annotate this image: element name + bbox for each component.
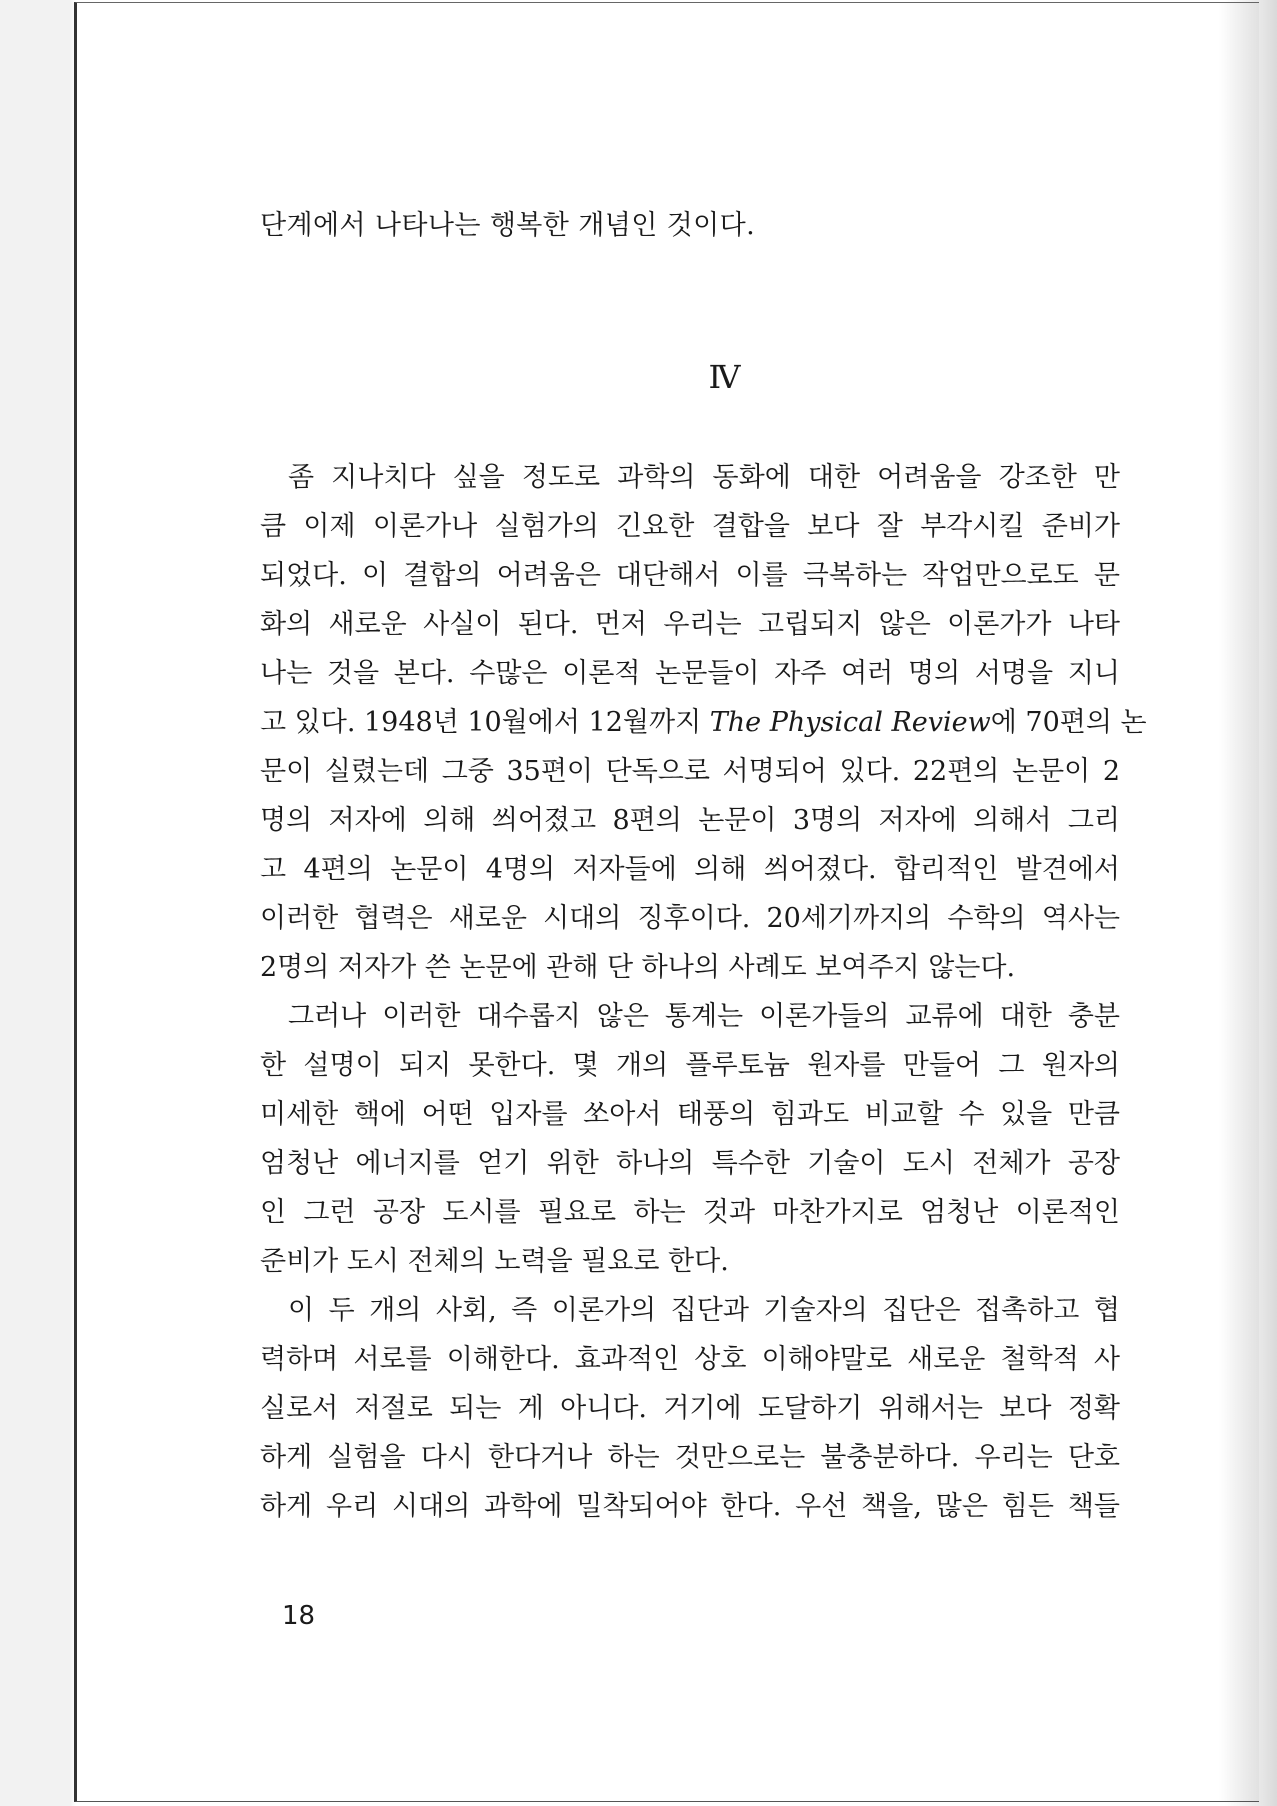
- text-line: 준비가 도시 전체의 노력을 필요로 한다.: [260, 1246, 729, 1277]
- text-line: 2명의 저자가 쓴 논문에 관해 단 하나의 사례도 보여주지 않는다.: [260, 952, 1016, 983]
- text-line: 이 두 개의 사회, 즉 이론가의 집단과 기술자의 집단은 접촉하고 협: [288, 1295, 1120, 1326]
- text-line: 큼 이제 이론가나 실험가의 긴요한 결합을 보다 잘 부각시킬 준비가: [260, 511, 1120, 542]
- continuation-line: 단계에서 나타나는 행복한 개념인 것이다.: [260, 210, 756, 241]
- text-line: 고 4편의 논문이 4명의 저자들에 의해 씌어졌다. 합리적인 발견에서: [260, 854, 1120, 885]
- text-line: 하게 실험을 다시 한다거나 하는 것만으로는 불충분하다. 우리는 단호: [260, 1442, 1120, 1473]
- page-number: 18: [282, 1601, 316, 1631]
- text-line: 문이 실렸는데 그중 35편이 단독으로 서명되어 있다. 22편의 논문이 2: [260, 756, 1120, 787]
- body-text: [260, 453, 1147, 1531]
- text-line: 력하며 서로를 이해한다. 효과적인 상호 이해야말로 새로운 철학적 사: [260, 1344, 1120, 1375]
- text-line: 좀 지나치다 싶을 정도로 과학의 동화에 대한 어려움을 강조한 만: [288, 462, 1120, 493]
- book-page: [74, 2, 1259, 1802]
- text-line: 그러나 이러한 대수롭지 않은 통계는 이론가들의 교류에 대한 충분: [288, 1001, 1120, 1032]
- text-line: 되었다. 이 결합의 어려움은 대단해서 이를 극복하는 작업만으로도 문: [260, 560, 1120, 591]
- section-number: Ⅳ: [708, 358, 741, 396]
- journal-title: The Physical Review: [709, 707, 991, 738]
- text-line: 실로서 저절로 되는 게 아니다. 거기에 도달하기 위해서는 보다 정확: [260, 1393, 1120, 1424]
- text-line: 엄청난 에너지를 얻기 위한 하나의 특수한 기술이 도시 전체가 공장: [260, 1148, 1120, 1179]
- text-line: 이러한 협력은 새로운 시대의 징후이다. 20세기까지의 수학의 역사는: [260, 903, 1120, 934]
- text-line: 나는 것을 본다. 수많은 이론적 논문들이 자주 여러 명의 서명을 지니: [260, 658, 1120, 689]
- text-line: 한 설명이 되지 못한다. 몇 개의 플루토늄 원자를 만들어 그 원자의: [260, 1050, 1120, 1081]
- text-line: 하게 우리 시대의 과학에 밀착되어야 한다. 우선 책을, 많은 힘든 책들: [260, 1491, 1120, 1522]
- page-edge-shadow: [1219, 3, 1259, 1801]
- text-line: 미세한 핵에 어떤 입자를 쏘아서 태풍의 힘과도 비교할 수 있을 만큼: [260, 1099, 1120, 1130]
- text-line: 화의 새로운 사실이 된다. 먼저 우리는 고립되지 않은 이론가가 나타: [260, 609, 1120, 640]
- text-line: 고 있다. 1948년 10월에서 12월까지 The Physical Review에 70편의 논: [260, 707, 1147, 738]
- text-line: 명의 저자에 의해 씌어졌고 8편의 논문이 3명의 저자에 의해서 그리: [260, 805, 1120, 836]
- text-line: 인 그런 공장 도시를 필요로 하는 것과 마찬가지로 엄청난 이론적인: [260, 1197, 1120, 1228]
